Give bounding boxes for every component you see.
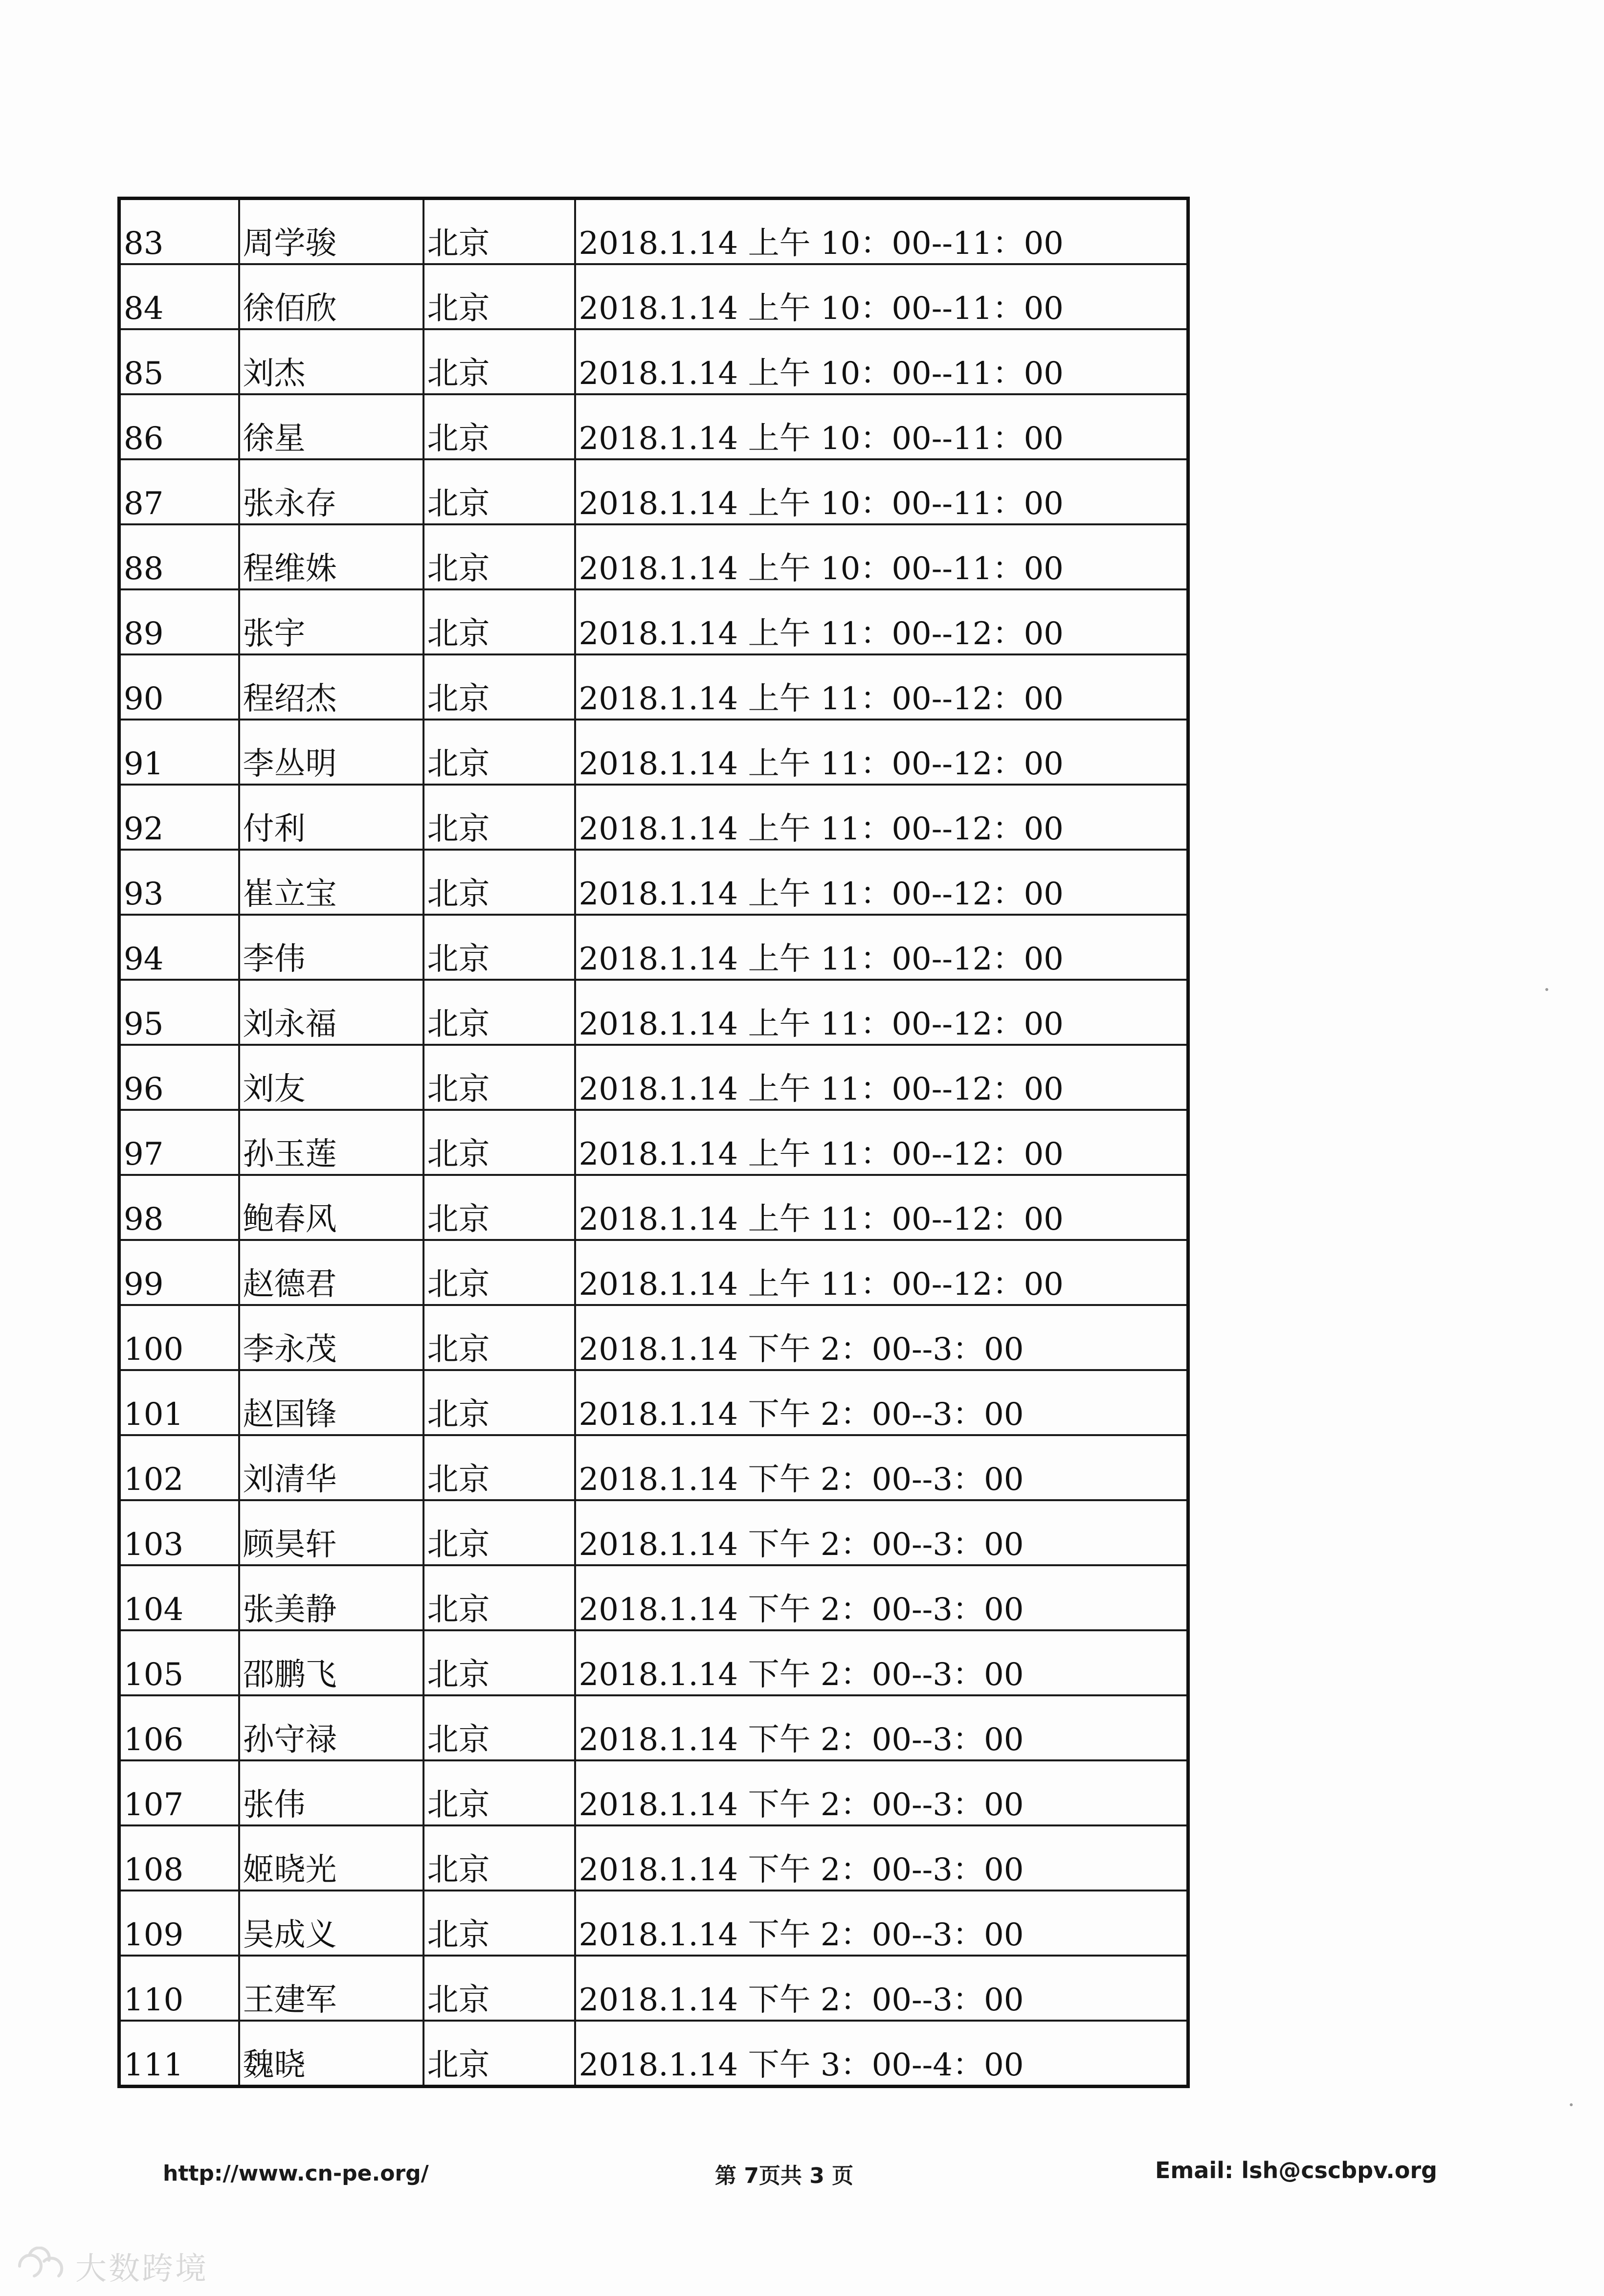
table-row (119, 1500, 1188, 1565)
row-time-cell-text: 2018.1.14 上午 10：00--11：00 (579, 486, 1064, 522)
table-row (119, 1760, 1188, 1825)
row-time-cell-text: 2018.1.14 下午 2：00--3：00 (579, 1657, 1024, 1693)
row-time-cell-text: 2018.1.14 上午 11：00--12：00 (579, 681, 1064, 717)
row-city-cell-text: 北京 (427, 1657, 490, 1693)
row-number-cell-text: 100 (124, 1331, 184, 1368)
row-name-cell (239, 1435, 423, 1500)
row-city-cell-text: 北京 (427, 1527, 490, 1563)
row-time-cell-text: 2018.1.14 下午 2：00--3：00 (579, 1462, 1024, 1498)
footer-email: Email: lsh@cscbpv.org (1155, 2157, 1437, 2183)
row-name-cell (239, 1045, 423, 1110)
row-name-cell (239, 1240, 423, 1305)
watermark-text: 大数跨境 (75, 2251, 208, 2287)
row-number-cell-text: 109 (124, 1917, 184, 1953)
table-row (119, 459, 1188, 524)
row-name-cell (239, 850, 423, 915)
row-number-cell (119, 1956, 239, 2021)
row-name-cell (239, 1305, 423, 1370)
row-number-cell (119, 589, 239, 654)
footer-page-number: 第 7页共 3 页 (715, 2163, 854, 2188)
row-name-cell (239, 264, 423, 329)
row-name-cell (239, 1110, 423, 1175)
table-row (119, 2021, 1188, 2087)
row-name-cell (239, 1500, 423, 1565)
row-number-cell (119, 2021, 239, 2087)
row-number-cell (119, 850, 239, 915)
row-city-cell (423, 1956, 575, 2021)
table-row (119, 1305, 1188, 1370)
row-name-cell (239, 720, 423, 785)
table-row (119, 1045, 1188, 1110)
row-city-cell-text: 北京 (427, 551, 490, 587)
row-city-cell (423, 199, 575, 265)
row-number-cell-text: 106 (124, 1722, 184, 1758)
row-name-cell (239, 329, 423, 394)
row-number-cell-text: 108 (124, 1852, 184, 1888)
row-name-cell-text: 崔立宝 (243, 876, 337, 912)
row-name-cell-text: 张永存 (243, 486, 337, 522)
row-city-cell (423, 394, 575, 459)
row-time-cell-text: 2018.1.14 上午 11：00--12：00 (579, 1071, 1064, 1107)
row-number-cell-text: 98 (124, 1201, 164, 1238)
row-city-cell-text: 北京 (427, 1982, 490, 2018)
row-city-cell (423, 1045, 575, 1110)
row-name-cell-text: 徐星 (243, 421, 306, 457)
row-name-cell-text: 程绍杰 (243, 681, 337, 717)
row-time-cell (575, 1565, 1188, 1630)
table-row (119, 915, 1188, 980)
row-time-cell-text: 2018.1.14 下午 2：00--3：00 (579, 1917, 1024, 1953)
row-number-cell-text: 104 (124, 1592, 184, 1628)
watermark (10, 2244, 208, 2288)
row-number-cell-text: 95 (124, 1006, 164, 1042)
row-name-cell (239, 785, 423, 850)
row-number-cell-text: 97 (124, 1136, 164, 1172)
row-time-cell (575, 2021, 1188, 2087)
row-time-cell-text: 2018.1.14 上午 11：00--12：00 (579, 1006, 1064, 1042)
row-time-cell (575, 654, 1188, 720)
table-row (119, 1435, 1188, 1500)
row-name-cell-text: 吴成义 (243, 1917, 337, 1953)
row-number-cell-text: 94 (124, 941, 164, 977)
row-number-cell (119, 785, 239, 850)
row-time-cell (575, 199, 1188, 265)
row-city-cell-text: 北京 (427, 746, 490, 782)
row-time-cell-text: 2018.1.14 上午 10：00--11：00 (579, 551, 1064, 587)
row-time-cell (575, 1305, 1188, 1370)
row-city-cell (423, 1695, 575, 1760)
row-city-cell-text: 北京 (427, 1852, 490, 1888)
table-row (119, 850, 1188, 915)
row-city-cell (423, 915, 575, 980)
row-name-cell-text: 周学骏 (243, 225, 337, 262)
row-name-cell-text: 孙守禄 (243, 1722, 337, 1758)
row-city-cell-text: 北京 (427, 941, 490, 977)
row-number-cell (119, 654, 239, 720)
row-city-cell (423, 264, 575, 329)
row-time-cell-text: 2018.1.14 上午 10：00--11：00 (579, 421, 1064, 457)
row-city-cell (423, 2021, 575, 2087)
row-number-cell-text: 91 (124, 746, 164, 782)
row-number-cell (119, 1370, 239, 1435)
table-row (119, 1956, 1188, 2021)
row-city-cell (423, 980, 575, 1045)
row-city-cell (423, 1891, 575, 1956)
row-name-cell-text: 张伟 (243, 1787, 306, 1823)
row-number-cell-text: 99 (124, 1266, 164, 1303)
row-number-cell (119, 1240, 239, 1305)
row-time-cell-text: 2018.1.14 下午 2：00--3：00 (579, 1527, 1024, 1563)
row-number-cell (119, 1760, 239, 1825)
row-time-cell (575, 915, 1188, 980)
row-name-cell (239, 980, 423, 1045)
row-time-cell (575, 1500, 1188, 1565)
row-name-cell-text: 鲍春风 (243, 1201, 337, 1238)
row-city-cell (423, 459, 575, 524)
row-number-cell-text: 96 (124, 1071, 164, 1107)
row-time-cell-text: 2018.1.14 上午 11：00--12：00 (579, 941, 1064, 977)
table-row (119, 1695, 1188, 1760)
row-number-cell (119, 1305, 239, 1370)
row-name-cell-text: 姬晓光 (243, 1852, 337, 1888)
row-city-cell (423, 1630, 575, 1695)
row-city-cell (423, 589, 575, 654)
row-city-cell (423, 850, 575, 915)
row-time-cell (575, 1695, 1188, 1760)
row-name-cell-text: 李伟 (243, 941, 306, 977)
watermark-logo-icon (10, 2247, 68, 2286)
table-row (119, 394, 1188, 459)
row-time-cell (575, 589, 1188, 654)
row-number-cell (119, 199, 239, 265)
row-time-cell-text: 2018.1.14 下午 2：00--3：00 (579, 1396, 1024, 1433)
row-city-cell-text: 北京 (427, 1787, 490, 1823)
row-time-cell-text: 2018.1.14 上午 10：00--11：00 (579, 291, 1064, 327)
row-number-cell-text: 86 (124, 421, 164, 457)
row-number-cell-text: 102 (124, 1462, 184, 1498)
row-time-cell (575, 329, 1188, 394)
row-name-cell-text: 孙玉莲 (243, 1136, 337, 1172)
row-city-cell-text: 北京 (427, 1266, 490, 1303)
row-name-cell-text: 张美静 (243, 1592, 337, 1628)
row-number-cell-text: 85 (124, 356, 164, 392)
schedule-table (117, 197, 1190, 2088)
row-time-cell (575, 1175, 1188, 1240)
table-row (119, 654, 1188, 720)
row-city-cell (423, 1305, 575, 1370)
row-city-cell-text: 北京 (427, 1136, 490, 1172)
row-time-cell (575, 264, 1188, 329)
row-number-cell (119, 1825, 239, 1891)
row-name-cell-text: 付利 (243, 811, 306, 847)
row-time-cell-text: 2018.1.14 下午 3：00--4：00 (579, 2047, 1024, 2083)
row-city-cell-text: 北京 (427, 1201, 490, 1238)
footer-website-url: http://www.cn-pe.org/ (163, 2161, 429, 2186)
row-city-cell-text: 北京 (427, 876, 490, 912)
row-number-cell-text: 111 (124, 2047, 184, 2083)
table-row (119, 589, 1188, 654)
schedule-table-body (119, 199, 1188, 2087)
row-number-cell (119, 1500, 239, 1565)
row-time-cell-text: 2018.1.14 上午 11：00--12：00 (579, 1266, 1064, 1303)
row-time-cell (575, 1045, 1188, 1110)
row-number-cell (119, 264, 239, 329)
row-time-cell-text: 2018.1.14 上午 10：00--11：00 (579, 225, 1064, 262)
row-city-cell-text: 北京 (427, 1722, 490, 1758)
row-name-cell-text: 徐佰欣 (243, 291, 337, 327)
row-number-cell (119, 1175, 239, 1240)
row-city-cell-text: 北京 (427, 1917, 490, 1953)
row-number-cell (119, 459, 239, 524)
row-time-cell-text: 2018.1.14 上午 11：00--12：00 (579, 1201, 1064, 1238)
row-name-cell-text: 魏晓 (243, 2047, 306, 2083)
row-number-cell-text: 105 (124, 1657, 184, 1693)
row-city-cell-text: 北京 (427, 421, 490, 457)
row-name-cell (239, 915, 423, 980)
row-time-cell (575, 524, 1188, 589)
row-number-cell (119, 915, 239, 980)
row-time-cell-text: 2018.1.14 上午 11：00--12：00 (579, 811, 1064, 847)
row-number-cell (119, 980, 239, 1045)
table-row (119, 1175, 1188, 1240)
row-name-cell (239, 1956, 423, 2021)
row-name-cell (239, 394, 423, 459)
table-row (119, 1240, 1188, 1305)
row-city-cell-text: 北京 (427, 1462, 490, 1498)
row-city-cell (423, 654, 575, 720)
row-name-cell (239, 1760, 423, 1825)
row-name-cell (239, 524, 423, 589)
row-city-cell-text: 北京 (427, 1331, 490, 1368)
table-row (119, 1630, 1188, 1695)
row-city-cell-text: 北京 (427, 356, 490, 392)
row-time-cell (575, 720, 1188, 785)
row-number-cell-text: 103 (124, 1527, 184, 1563)
row-number-cell-text: 110 (124, 1982, 184, 2018)
row-number-cell (119, 1435, 239, 1500)
row-time-cell (575, 785, 1188, 850)
row-number-cell (119, 329, 239, 394)
row-city-cell (423, 1760, 575, 1825)
row-time-cell-text: 2018.1.14 上午 11：00--12：00 (579, 1136, 1064, 1172)
row-number-cell (119, 1565, 239, 1630)
row-name-cell (239, 1175, 423, 1240)
row-name-cell (239, 1891, 423, 1956)
row-name-cell-text: 王建军 (243, 1982, 337, 2018)
table-row (119, 1565, 1188, 1630)
row-name-cell (239, 1565, 423, 1630)
row-name-cell (239, 1630, 423, 1695)
row-name-cell-text: 李丛明 (243, 746, 337, 782)
row-number-cell-text: 87 (124, 486, 164, 522)
row-city-cell-text: 北京 (427, 1006, 490, 1042)
table-row (119, 980, 1188, 1045)
row-time-cell (575, 1240, 1188, 1305)
row-city-cell (423, 1500, 575, 1565)
row-name-cell-text: 刘永福 (243, 1006, 337, 1042)
row-time-cell (575, 1891, 1188, 1956)
row-number-cell (119, 1110, 239, 1175)
row-city-cell-text: 北京 (427, 225, 490, 262)
row-number-cell-text: 89 (124, 616, 164, 652)
row-name-cell-text: 邵鹏飞 (243, 1657, 337, 1693)
row-name-cell-text: 刘友 (243, 1071, 306, 1107)
row-name-cell (239, 199, 423, 265)
row-time-cell (575, 1956, 1188, 2021)
table-row (119, 1825, 1188, 1891)
row-number-cell (119, 524, 239, 589)
table-row (119, 524, 1188, 589)
row-city-cell (423, 524, 575, 589)
row-name-cell-text: 张宇 (243, 616, 306, 652)
row-name-cell (239, 2021, 423, 2087)
table-row (119, 1370, 1188, 1435)
scan-speck (1545, 988, 1548, 991)
row-name-cell (239, 1695, 423, 1760)
row-time-cell (575, 1435, 1188, 1500)
row-city-cell (423, 785, 575, 850)
row-city-cell (423, 329, 575, 394)
row-city-cell (423, 1825, 575, 1891)
row-time-cell (575, 1110, 1188, 1175)
row-number-cell-text: 107 (124, 1787, 184, 1823)
row-city-cell-text: 北京 (427, 486, 490, 522)
row-number-cell-text: 93 (124, 876, 164, 912)
row-number-cell (119, 1630, 239, 1695)
row-name-cell-text: 顾昊轩 (243, 1527, 337, 1563)
row-time-cell (575, 980, 1188, 1045)
row-number-cell-text: 101 (124, 1396, 184, 1433)
row-number-cell (119, 1695, 239, 1760)
table-row (119, 720, 1188, 785)
row-name-cell (239, 654, 423, 720)
row-number-cell-text: 92 (124, 811, 164, 847)
row-time-cell (575, 1370, 1188, 1435)
row-time-cell-text: 2018.1.14 上午 11：00--12：00 (579, 616, 1064, 652)
row-time-cell-text: 2018.1.14 上午 10：00--11：00 (579, 356, 1064, 392)
row-number-cell (119, 1891, 239, 1956)
row-name-cell-text: 刘清华 (243, 1462, 337, 1498)
row-name-cell-text: 刘杰 (243, 356, 306, 392)
row-time-cell (575, 850, 1188, 915)
table-row (119, 785, 1188, 850)
row-city-cell (423, 1110, 575, 1175)
row-name-cell-text: 李永茂 (243, 1331, 337, 1368)
row-time-cell-text: 2018.1.14 上午 11：00--12：00 (579, 876, 1064, 912)
row-time-cell-text: 2018.1.14 下午 2：00--3：00 (579, 1852, 1024, 1888)
row-number-cell-text: 84 (124, 291, 164, 327)
row-city-cell (423, 1435, 575, 1500)
table-row (119, 264, 1188, 329)
row-time-cell (575, 459, 1188, 524)
row-city-cell (423, 1175, 575, 1240)
row-city-cell-text: 北京 (427, 2047, 490, 2083)
row-name-cell-text: 程维姝 (243, 551, 337, 587)
row-time-cell (575, 1630, 1188, 1695)
row-name-cell (239, 589, 423, 654)
row-time-cell-text: 2018.1.14 下午 2：00--3：00 (579, 1982, 1024, 2018)
row-number-cell (119, 1045, 239, 1110)
row-number-cell-text: 83 (124, 225, 164, 262)
row-city-cell (423, 720, 575, 785)
row-city-cell-text: 北京 (427, 1071, 490, 1107)
row-name-cell (239, 1825, 423, 1891)
scan-speck (1570, 2103, 1573, 2106)
row-city-cell-text: 北京 (427, 681, 490, 717)
row-time-cell (575, 1825, 1188, 1891)
row-city-cell-text: 北京 (427, 811, 490, 847)
table-row (119, 199, 1188, 265)
row-city-cell-text: 北京 (427, 291, 490, 327)
row-number-cell (119, 720, 239, 785)
row-name-cell (239, 1370, 423, 1435)
row-time-cell-text: 2018.1.14 下午 2：00--3：00 (579, 1787, 1024, 1823)
row-time-cell-text: 2018.1.14 下午 2：00--3：00 (579, 1592, 1024, 1628)
row-time-cell-text: 2018.1.14 下午 2：00--3：00 (579, 1331, 1024, 1368)
row-time-cell-text: 2018.1.14 上午 11：00--12：00 (579, 746, 1064, 782)
row-name-cell-text: 赵德君 (243, 1266, 337, 1303)
table-row (119, 329, 1188, 394)
table-row (119, 1110, 1188, 1175)
row-name-cell-text: 赵国锋 (243, 1396, 337, 1433)
row-number-cell-text: 90 (124, 681, 164, 717)
table-row (119, 1891, 1188, 1956)
row-city-cell (423, 1565, 575, 1630)
row-city-cell-text: 北京 (427, 1592, 490, 1628)
row-city-cell (423, 1240, 575, 1305)
row-time-cell-text: 2018.1.14 下午 2：00--3：00 (579, 1722, 1024, 1758)
row-city-cell-text: 北京 (427, 1396, 490, 1433)
row-city-cell (423, 1370, 575, 1435)
row-time-cell (575, 394, 1188, 459)
row-time-cell (575, 1760, 1188, 1825)
row-number-cell (119, 394, 239, 459)
row-name-cell (239, 459, 423, 524)
row-number-cell-text: 88 (124, 551, 164, 587)
row-city-cell-text: 北京 (427, 616, 490, 652)
